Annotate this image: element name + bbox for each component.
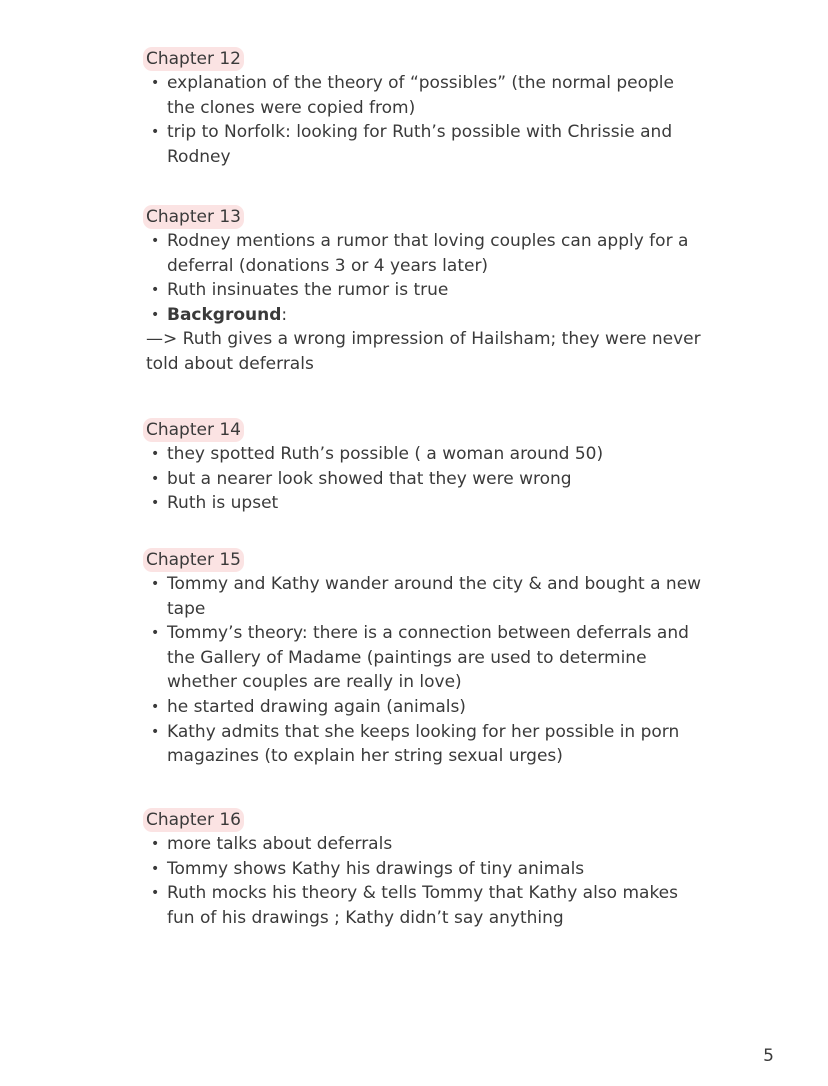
bullet-icon: • [151, 233, 160, 249]
bullet-list [146, 229, 706, 327]
chapter-heading: Chapter 12 [143, 47, 244, 71]
background-label: Background [167, 304, 282, 325]
chapter-15-section [146, 548, 706, 769]
list-item: • Ruth is upset [146, 491, 706, 516]
list-item: • Background: [146, 303, 706, 328]
list-item: • more talks about deferrals [146, 832, 706, 857]
list-item: • Ruth mocks his theory & tells Tommy that Kathy also makes fun of his drawings ; Kathy didn’t say anything [151, 883, 678, 928]
bullet-icon: • [151, 698, 160, 715]
list-item: • Tommy shows Kathy his drawings of tiny animals [146, 857, 706, 882]
page-number: 5 [763, 1046, 774, 1066]
bullet-icon: • [151, 495, 160, 512]
chapter-12-section [146, 47, 706, 169]
chapter-heading: Chapter 15 [143, 548, 244, 572]
bullet-icon: • [151, 860, 160, 877]
list-item: • they spotted Ruth’s possible ( a woman around 50) [146, 442, 706, 467]
bullet-icon: • [151, 625, 160, 642]
list-item: • Kathy admits that she keeps looking for her possible in porn magazines (to explain her string sexual urges) [151, 721, 680, 767]
list-item: • explanation of the theory of “possibles” (the normal people the clones were copied from) [151, 73, 674, 118]
bullet-icon: • [151, 124, 160, 141]
bullet-icon: • [151, 306, 160, 323]
list-item: • Rodney mentions a rumor that loving couples can apply for a deferral (donations 3 or 4 years later) [151, 231, 689, 276]
bullet-list [146, 71, 706, 169]
bullet-icon: • [151, 576, 160, 592]
list-item: • but a nearer look showed that they were wrong [146, 467, 706, 492]
bullet-list [146, 832, 706, 930]
bullet-icon: • [151, 836, 160, 852]
chapter-heading: Chapter 16 [143, 808, 244, 832]
bullet-list [146, 442, 706, 516]
list-item: • he started drawing again (animals) [146, 695, 706, 720]
bullet-icon: • [151, 723, 160, 740]
list-item: • Ruth insinuates the rumor is true [146, 278, 706, 303]
chapter-heading: Chapter 14 [143, 418, 244, 442]
bullet-icon: • [151, 885, 160, 902]
chapter-14-section [146, 418, 706, 516]
chapter-16-section [146, 808, 706, 930]
list-item: • Tommy and Kathy wander around the city & and bought a new tape [151, 574, 702, 619]
bullet-icon: • [151, 470, 160, 487]
list-item: • Tommy’s theory: there is a connection between deferrals and the Gallery of Madame (paintings are used to determine whether couples are really in love) [151, 623, 689, 693]
chapter-heading: Chapter 13 [143, 205, 244, 229]
bullet-icon: • [151, 446, 160, 462]
bullet-icon: • [151, 75, 160, 91]
bullet-list [146, 572, 706, 769]
bullet-icon: • [151, 282, 160, 299]
list-item: • trip to Norfolk: looking for Ruth’s possible with Chrissie and Rodney [151, 122, 673, 167]
chapter-13-section [146, 205, 706, 377]
background-text: —> Ruth gives a wrong impression of Hailsham; they were never told about deferrals [146, 329, 701, 374]
